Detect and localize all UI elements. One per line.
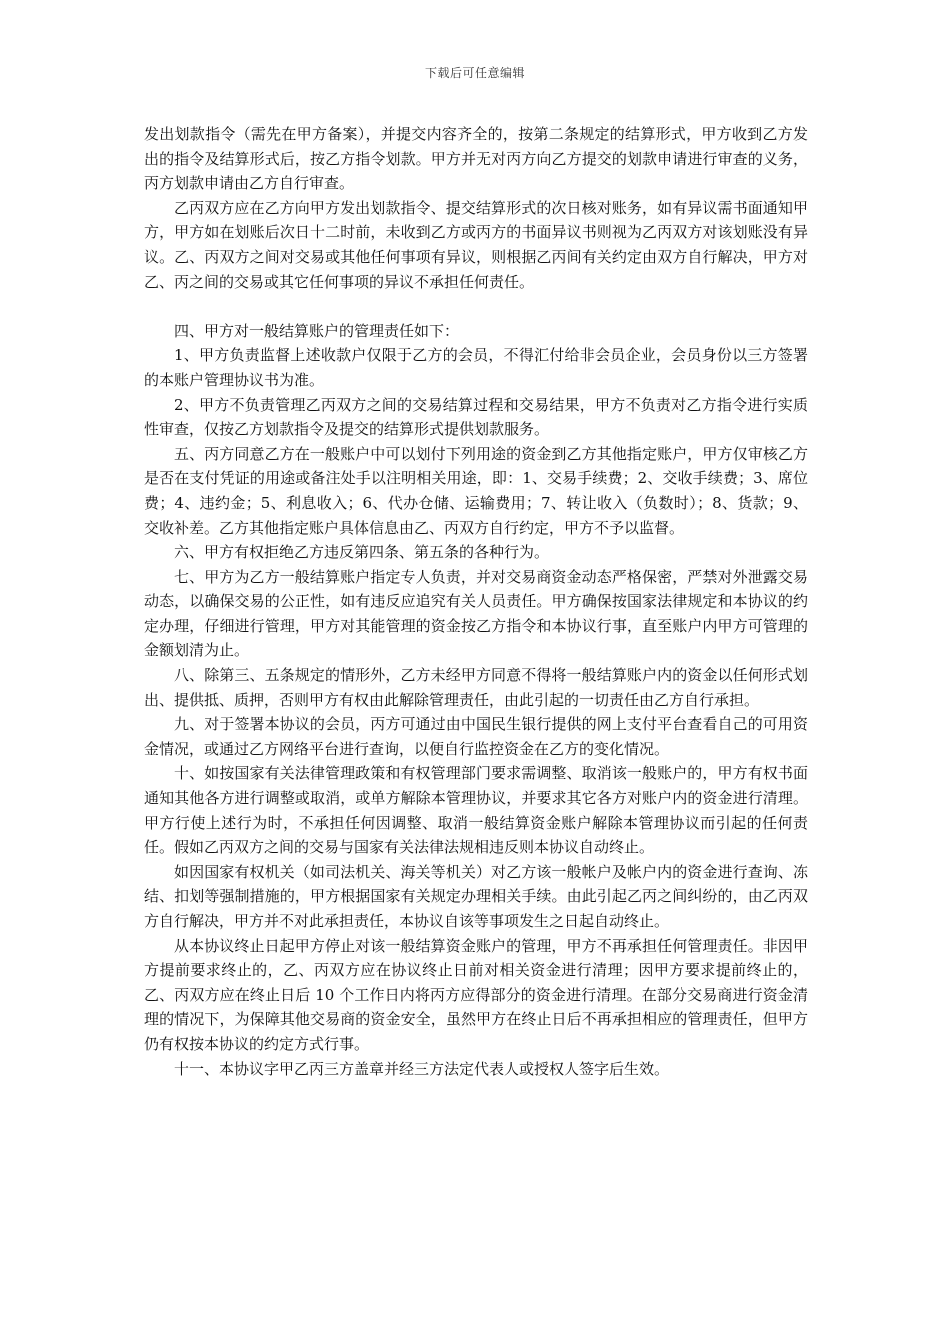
document-body (144, 122, 808, 1081)
clause-6: 六、甲方有权拒绝乙方违反第四条、第五条的各种行为。 (174, 543, 550, 562)
clause-4-heading: 四、甲方对一般结算账户的管理责任如下： (174, 321, 460, 340)
clause-7: 七、甲方为乙方一般结算账户指定专人负责，并对交易商资金动态严格保密，严禁对外泄露交易动态，以确保交易的公正性，如有违反应追究有关人员责任。甲方确保按国家法律规定和本协议的约定办理，仔细进行管理，甲方对其能管理的资金按乙方指令和本协议行事，直至账户内甲方可管理的金额划清为止。 (144, 567, 808, 660)
clause-10: 十、如按国家有关法律管理政策和有权管理部门要求需调整、取消该一般账户的，甲方有权书面通知其他各方进行调整或取消，或单方解除本管理协议，并要求其它各方对账户内的资金进行清理。甲方行使上述行为时，不承担任何因调整、取消一般结算资金账户解除本管理协议而引起的任何责任。假如乙丙双方之间的交易与国家有关法律法规相违反则本协议自动终止。 (144, 764, 808, 857)
paragraph-continuation: 发出划款指令（需先在甲方备案），并提交内容齐全的，按第二条规定的结算形式，甲方收到乙方发出的指令及结算形式后，按乙方指令划款。甲方并无对丙方向乙方提交的划款申请进行审查的义务，丙方划款申请由乙方自行审查。 (144, 125, 808, 193)
clause-9: 九、对于签署本协议的会员，丙方可通过由中国民生银行提供的网上支付平台查看自己的可用资金情况，或通过乙方网络平台进行查询，以便自行监控资金在乙方的变化情况。 (144, 715, 808, 758)
clause-5: 五、丙方同意乙方在一般账户中可以划付下列用途的资金到乙方其他指定账户，甲方仅审核乙方是否在支付凭证的用途或备注处手以注明相关用途，即：1、交易手续费；2、交收手续费；3、席位费；4、违约金；5、利息收入；6、代办仓储、运输费用；7、转让收入（负数时）；8、货款；9、交收补差。乙方其他指定账户具体信息由乙、丙双方自行约定，甲方不予以监督。 (144, 444, 808, 537)
paragraph-spacer (144, 294, 808, 319)
clause-10-authority-actions: 如因国家有权机关（如司法机关、海关等机关）对乙方该一般帐户及帐户内的资金进行查询、冻结、扣划等强制措施的，甲方根据国家有关规定办理相关手续。由此引起乙丙之间纠纷的，由乙丙双方自行解决，甲方并不对此承担责任，本协议自该等事项发生之日起自动终止。 (144, 862, 808, 930)
page-header: 下载后可任意编辑 (424, 66, 525, 80)
clause-10-termination: 从本协议终止日起甲方停止对该一般结算资金账户的管理，甲方不再承担任何管理责任。非因甲方提前要求终止的，乙、丙双方应在协议终止日前对相关资金进行清理；因甲方要求提前终止的，乙、丙双方应在终止日后 10 个工作日内将丙方应得部分的资金进行清理。在部分交易商进行资金清理的情况下，为保障其他交易商的资金安全，虽然甲方在终止日后不再承担相应的管理责任，但甲方仍有权按本协议的约定方式行事。 (144, 936, 808, 1053)
clause-8: 八、除第三、五条规定的情形外，乙方未经甲方同意不得将一般结算账户内的资金以任何形式划出、提供抵、质押，否则甲方有权由此解除管理责任，由此引起的一切责任由乙方自行承担。 (144, 666, 808, 709)
clause-4-item-2: 2、甲方不负责管理乙丙双方之间的交易结算过程和交易结果，甲方不负责对乙方指令进行实质性审查，仅按乙方划款指令及提交的结算形式提供划款服务。 (144, 395, 808, 439)
clause-11: 十一、本协议字甲乙丙三方盖章并经三方法定代表人或授权人签字后生效。 (174, 1059, 670, 1078)
clause-4-item-1: 1、甲方负责监督上述收款户仅限于乙方的会员，不得汇付给非会员企业，会员身份以三方签署的本账户管理协议书为准。 (144, 346, 808, 389)
paragraph-account-reconciliation: 乙丙双方应在乙方向甲方发出划款指令、提交结算形式的次日核对账务，如有异议需书面通知甲方，甲方如在划账后次日十二时前，未收到乙方或丙方的书面异议书则视为乙丙双方对该划账没有异议。乙、丙双方之间对交易或其他任何事项有异议，则根据乙丙间有关约定由双方自行解决，甲方对乙、丙之间的交易或其它任何事项的异议不承担任何责任。 (144, 198, 808, 291)
